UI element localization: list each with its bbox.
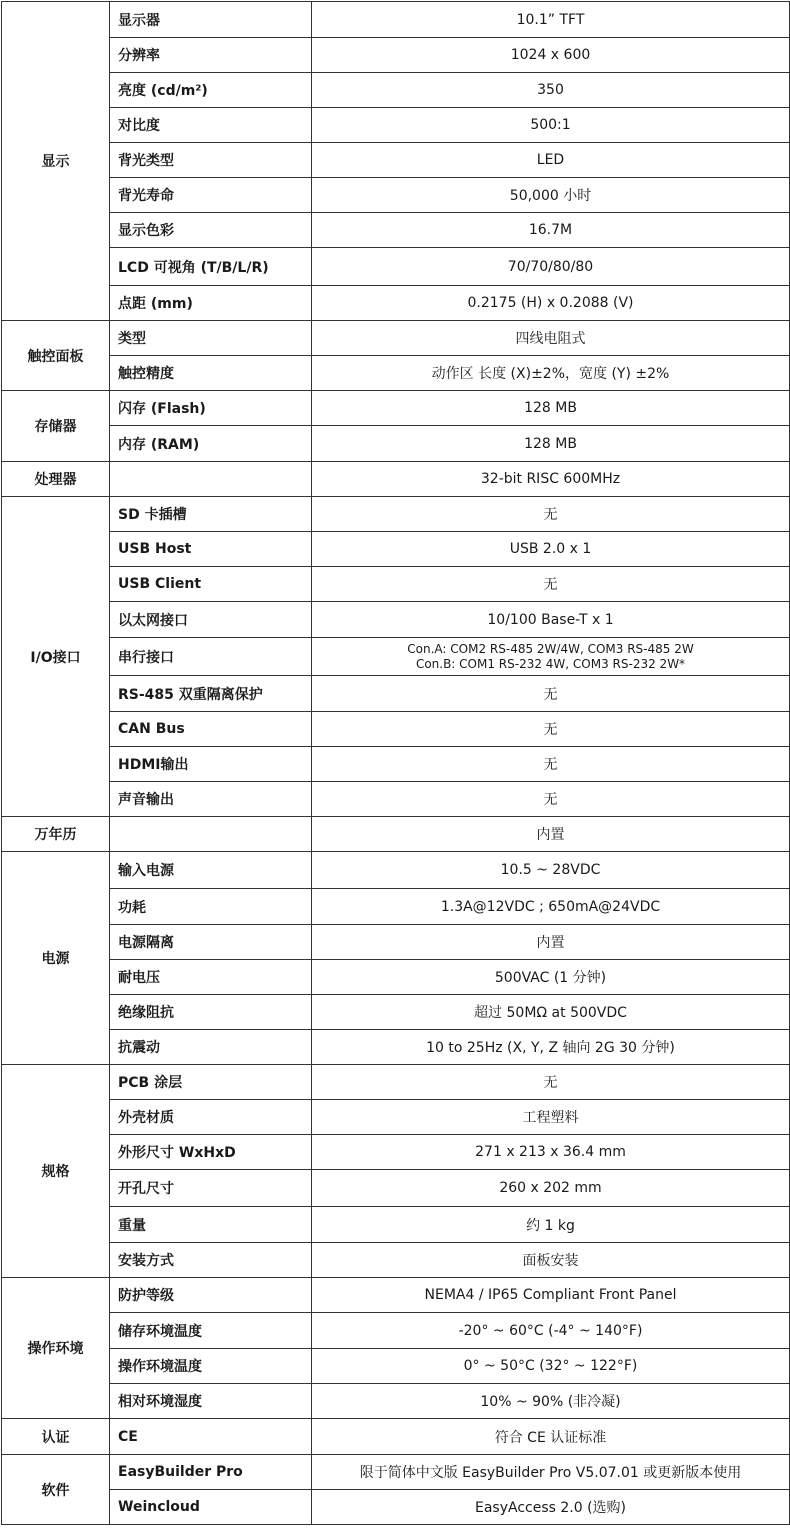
spec-row [2,960,790,995]
item-value: USB 2.0 x 1 [312,532,790,567]
category-cell: 处理器 [2,462,110,497]
item-label: CAN Bus [110,712,312,747]
spec-row [2,889,790,925]
item-label: 分辨率 [110,38,312,73]
item-value: 无 [312,676,790,712]
spec-row [2,1490,790,1525]
spec-row [2,602,790,638]
item-label: 防护等级 [110,1278,312,1313]
item-value: 10.5 ~ 28VDC [312,852,790,889]
item-value: 无 [312,712,790,747]
item-label: 外形尺寸 WxHxD [110,1135,312,1170]
item-value: 128 MB [312,391,790,426]
spec-row [2,1243,790,1278]
category-cell: 电源 [2,852,110,1065]
spec-row [2,2,790,38]
item-value: 无 [312,782,790,817]
item-value: 128 MB [312,426,790,462]
item-value: 1024 x 600 [312,38,790,73]
category-cell: I/O接口 [2,497,110,817]
category-cell: 操作环境 [2,1278,110,1419]
spec-row [2,286,790,321]
category-cell: 万年历 [2,817,110,852]
spec-row [2,178,790,213]
spec-row [2,925,790,960]
item-label: HDMI输出 [110,747,312,782]
spec-row [2,532,790,567]
item-label: 以太网接口 [110,602,312,638]
spec-row [2,356,790,391]
spec-row [2,782,790,817]
category-cell: 显示 [2,2,110,321]
spec-row [2,1135,790,1170]
item-value: EasyAccess 2.0 (选购) [312,1490,790,1525]
spec-row [2,213,790,248]
item-value: 10.1” TFT [312,2,790,38]
spec-row [2,995,790,1030]
item-label: LCD 可视角 (T/B/L/R) [110,248,312,286]
item-value: 无 [312,747,790,782]
spec-row [2,1419,790,1455]
item-label [110,462,312,497]
spec-row [2,1065,790,1100]
item-label: CE [110,1419,312,1455]
spec-row [2,1207,790,1243]
item-value: 四线电阻式 [312,321,790,356]
category-cell: 认证 [2,1419,110,1455]
item-label: 显示色彩 [110,213,312,248]
item-value: 10% ~ 90% (非冷凝) [312,1384,790,1419]
spec-row [2,38,790,73]
item-value: 0.2175 (H) x 0.2088 (V) [312,286,790,321]
item-label: 背光类型 [110,143,312,178]
item-label: RS-485 双重隔离保护 [110,676,312,712]
item-label: 外壳材质 [110,1100,312,1135]
spec-row [2,817,790,852]
spec-row [2,1349,790,1384]
spec-row [2,462,790,497]
item-label: 对比度 [110,108,312,143]
item-label: 输入电源 [110,852,312,889]
category-cell: 触控面板 [2,321,110,391]
spec-row [2,1100,790,1135]
item-label: 重量 [110,1207,312,1243]
category-cell: 规格 [2,1065,110,1278]
item-label: 开孔尺寸 [110,1170,312,1207]
item-label: 类型 [110,321,312,356]
item-value: 32-bit RISC 600MHz [312,462,790,497]
value-line: Con.A: COM2 RS-485 2W/4W, COM3 RS-485 2W [407,641,694,656]
spec-row [2,567,790,602]
item-label: 功耗 [110,889,312,925]
item-label: PCB 涂层 [110,1065,312,1100]
item-label: EasyBuilder Pro [110,1455,312,1490]
item-value: 面板安装 [312,1243,790,1278]
spec-row [2,73,790,108]
spec-row [2,321,790,356]
spec-row [2,108,790,143]
spec-row [2,426,790,462]
item-value: 350 [312,73,790,108]
item-value: 内置 [312,817,790,852]
spec-row [2,248,790,286]
spec-table-body [2,2,790,1525]
item-label: 电源隔离 [110,925,312,960]
item-label: 内存 (RAM) [110,426,312,462]
spec-table [1,1,790,1525]
item-value: 工程塑料 [312,1100,790,1135]
spec-row [2,1455,790,1490]
item-value: 271 x 213 x 36.4 mm [312,1135,790,1170]
item-label: 安装方式 [110,1243,312,1278]
item-value: -20° ~ 60°C (-4° ~ 140°F) [312,1313,790,1349]
item-label: 点距 (mm) [110,286,312,321]
item-value: 动作区 长度 (X)±2%，宽度 (Y) ±2% [312,356,790,391]
item-label: 串行接口 [110,638,312,676]
spec-row [2,638,790,676]
spec-row [2,1278,790,1313]
item-label: Weincloud [110,1490,312,1525]
category-cell: 存储器 [2,391,110,462]
spec-row [2,1030,790,1065]
item-label: 相对环境湿度 [110,1384,312,1419]
item-label: 背光寿命 [110,178,312,213]
item-value: 70/70/80/80 [312,248,790,286]
spec-row [2,747,790,782]
item-value: 1.3A@12VDC ; 650mA@24VDC [312,889,790,925]
item-label: 闪存 (Flash) [110,391,312,426]
item-label: 储存环境温度 [110,1313,312,1349]
spec-row [2,852,790,889]
spec-row [2,712,790,747]
item-value: 260 x 202 mm [312,1170,790,1207]
item-label: 抗震动 [110,1030,312,1065]
item-label: 耐电压 [110,960,312,995]
item-value: LED [312,143,790,178]
item-value: 无 [312,1065,790,1100]
item-value: 约 1 kg [312,1207,790,1243]
item-value: 符合 CE 认证标准 [312,1419,790,1455]
item-value: 10/100 Base-T x 1 [312,602,790,638]
spec-row [2,1170,790,1207]
spec-row [2,497,790,532]
spec-row [2,391,790,426]
spec-row [2,676,790,712]
item-value: 10 to 25Hz (X, Y, Z 轴向 2G 30 分钟) [312,1030,790,1065]
item-value: 限于简体中文版 EasyBuilder Pro V5.07.01 或更新版本使用 [312,1455,790,1490]
item-value: 无 [312,567,790,602]
spec-row [2,143,790,178]
item-value: 500:1 [312,108,790,143]
item-value: 超过 50MΩ at 500VDC [312,995,790,1030]
item-label: 绝缘阻抗 [110,995,312,1030]
item-label: SD 卡插槽 [110,497,312,532]
value-line: Con.B: COM1 RS-232 4W, COM3 RS-232 2W* [415,656,686,671]
item-value: 内置 [312,925,790,960]
item-label: USB Client [110,567,312,602]
item-label [110,817,312,852]
item-label: 亮度 (cd/m²) [110,73,312,108]
item-value: 50,000 小时 [312,178,790,213]
item-value: 500VAC (1 分钟) [312,960,790,995]
item-value: 16.7M [312,213,790,248]
spec-row [2,1313,790,1349]
item-value [312,638,790,676]
item-value: 无 [312,497,790,532]
item-label: 声音输出 [110,782,312,817]
item-value: 0° ~ 50°C (32° ~ 122°F) [312,1349,790,1384]
spec-row [2,1384,790,1419]
item-value: NEMA4 / IP65 Compliant Front Panel [312,1278,790,1313]
item-label: 触控精度 [110,356,312,391]
item-label: USB Host [110,532,312,567]
item-label: 显示器 [110,2,312,38]
item-label: 操作环境温度 [110,1349,312,1384]
category-cell: 软件 [2,1455,110,1525]
